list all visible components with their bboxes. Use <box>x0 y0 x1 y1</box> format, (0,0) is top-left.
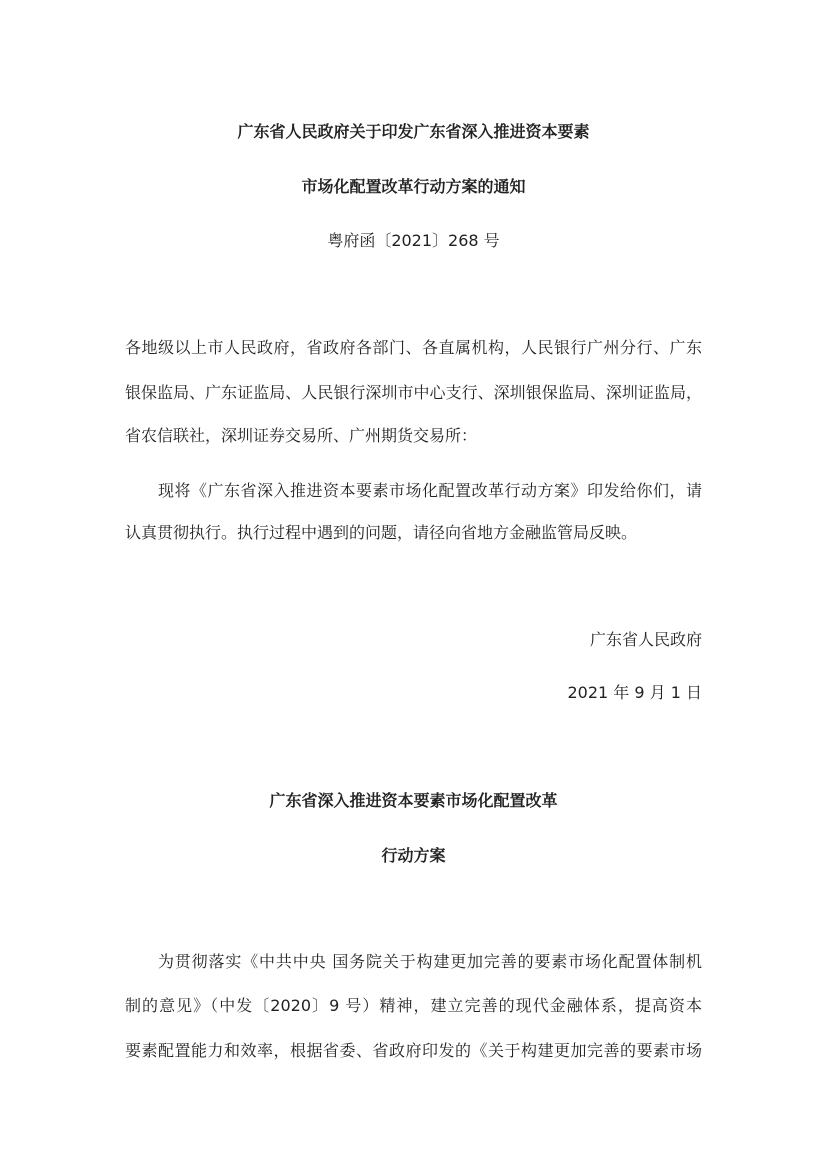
issuer-signature: 广东省人民政府 <box>589 630 702 649</box>
plan-title-line-2: 行动方案 <box>381 846 446 865</box>
recipients-line-2: 银保监局、广东证监局、人民银行深圳市中心支行、深圳银保监局、深圳证监局， <box>125 383 702 402</box>
issue-date: 2021 年 9 月 1 日 <box>567 683 702 702</box>
recipients-line-3: 省农信联社，深圳证券交易所、广州期货交易所： <box>125 426 478 445</box>
recipients-line-1: 各地级以上市人民政府，省政府各部门、各直属机构，人民银行广州分行、广东 <box>125 338 702 357</box>
plan-intro-line-3: 要素配置能力和效率，根据省委、省政府印发的《关于构建更加完善的要素市场 <box>125 1041 702 1060</box>
plan-intro-line-1: 为贯彻落实《中共中央 国务院关于构建更加完善的要素市场化配置体制机 <box>158 952 702 971</box>
notice-title-line-1: 广东省人民政府关于印发广东省深入推进资本要素 <box>237 122 590 141</box>
notice-body-line-2: 认真贯彻执行。执行过程中遇到的问题，请径向省地方金融监管局反映。 <box>125 523 638 542</box>
plan-title-line-1: 广东省深入推进资本要素市场化配置改革 <box>269 791 558 810</box>
notice-title-line-2: 市场化配置改革行动方案的通知 <box>301 177 526 196</box>
notice-body-line-1: 现将《广东省深入推进资本要素市场化配置改革行动方案》印发给你们，请 <box>158 481 702 500</box>
document-number: 粤府函〔2021〕268 号 <box>327 231 500 250</box>
plan-intro-line-2: 制的意见》（中发〔2020〕9 号）精神，建立完善的现代金融体系，提高资本 <box>125 996 702 1015</box>
